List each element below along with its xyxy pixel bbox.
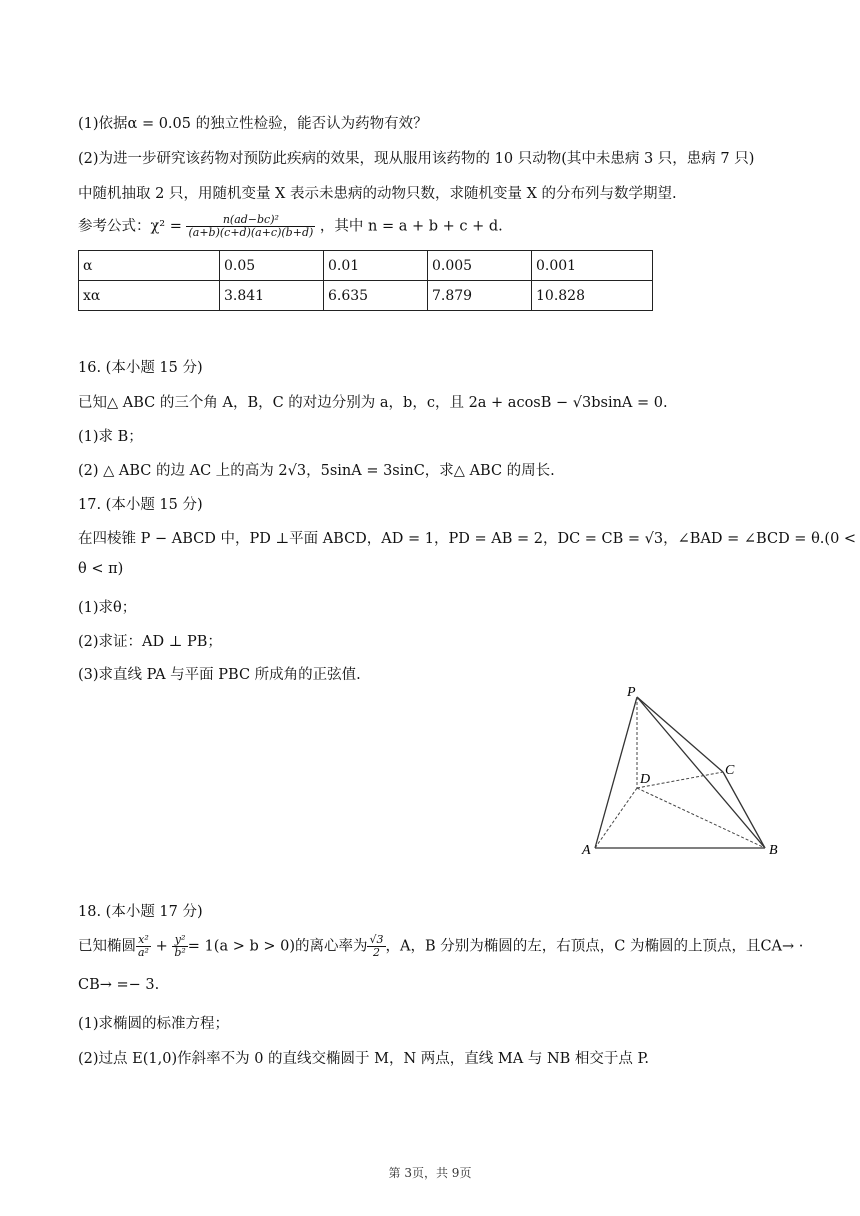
x-term-numerator: x² [136, 934, 151, 947]
table-cell: 3.841 [220, 281, 324, 311]
q18-part2: (2)过点 E(1,0)作斜率不为 0 的直线交椭圆于 M，N 两点，直线 MA 与 NB 相交于点 P. [78, 1051, 649, 1067]
q16-stem: 已知△ ABC 的三个角 A，B，C 的对边分别为 a，b，c，且 2a + acosB − √3bsinA = 0. [78, 395, 668, 411]
vertex-label-A: A [582, 843, 591, 858]
table-cell: xα [79, 281, 220, 311]
q17-header: 17. (本小题 15 分) [78, 497, 203, 513]
chi-square-denominator: (a+b)(c+d)(a+c)(b+d) [188, 226, 314, 239]
x-term-denominator: a² [138, 946, 149, 959]
table-row [79, 251, 653, 281]
q18-stem-line2: CB→ =− 3. [78, 977, 160, 993]
q17-stem-line1: 在四棱锥 P − ABCD 中，PD ⊥平面 ABCD，AD = 1，PD = AB = 2，DC = CB = √3，∠BAD = ∠BCD = θ.(0 < [78, 531, 857, 547]
table-cell: 0.001 [532, 251, 653, 281]
eccentricity-denominator: 2 [372, 946, 380, 959]
q18-stem-part2: = 1(a > b > 0)的离心率为 [187, 938, 368, 955]
table-row [79, 281, 653, 311]
edge-PB [637, 697, 765, 848]
q18-stem-part3: ，A，B 分别为椭圆的左，右顶点，C 为椭圆的上顶点，且CA→ · [385, 938, 804, 955]
vertex-label-P: P [627, 685, 636, 700]
vertex-label-B: B [769, 843, 778, 858]
q18-stem-line1: 已知椭圆 $\frac{\text{x²}}{\text{a²}}$ + $\frac{\text{y²}}{\text{b²}}$ = 1(a > b > 0)的离心率为 $\frac{√3}{2}$ ，A，B 分别为椭圆的左，右顶点，C 为椭圆的上顶点，且CA→ · [78, 933, 804, 959]
pyramid-figure [575, 680, 790, 860]
table-cell: 7.879 [428, 281, 532, 311]
q18-part1: (1)求椭圆的标准方程； [78, 1016, 230, 1032]
edge-CB [723, 772, 765, 848]
vertex-label-D: D [640, 772, 651, 787]
edge-DA-hidden [595, 788, 637, 848]
chi-square-numerator: n(ad−bc)² [186, 214, 315, 227]
q16-part2: (2) △ ABC 的边 AC 上的高为 2√3，5sinA = 3sinC，求△ ABC 的周长. [78, 463, 555, 479]
ellipse-x-term [136, 934, 151, 959]
formula-suffix: ，其中 n = a + b + c + d. [319, 218, 503, 235]
critical-value-table [78, 250, 653, 311]
edge-PC [637, 697, 723, 772]
table-cell: α [79, 251, 220, 281]
eccentricity-fraction [367, 934, 385, 959]
table-cell: 6.635 [324, 281, 428, 311]
table-cell: 0.01 [324, 251, 428, 281]
q17-part3: (3)求直线 PA 与平面 PBC 所成角的正弦值. [78, 667, 361, 683]
table-cell: 0.05 [220, 251, 324, 281]
y-term-numerator: y² [172, 934, 187, 947]
eccentricity-numerator: √3 [369, 933, 384, 946]
q18-stem-part1: 已知椭圆 [78, 938, 136, 955]
vertex-label-C: C [725, 763, 735, 778]
ellipse-y-term [172, 934, 187, 959]
q15-part2-line1: (2)为进一步研究该药物对预防此疾病的效果，现从服用该药物的 10 只动物(其中未患病 3 只，患病 7 只) [78, 151, 755, 167]
y-term-denominator: b² [174, 946, 186, 959]
q18-header: 18. (本小题 17 分) [78, 904, 203, 920]
q16-part1: (1)求 B； [78, 429, 143, 445]
q17-stem-line2: θ < π) [78, 561, 124, 577]
table-cell: 10.828 [532, 281, 653, 311]
edge-DB-hidden [637, 788, 765, 848]
table-cell: 0.005 [428, 251, 532, 281]
chi-square-fraction [186, 214, 315, 239]
q17-part1: (1)求θ； [78, 600, 137, 616]
formula-prefix: 参考公式：χ² = [78, 218, 182, 235]
q16-header: 16. (本小题 15 分) [78, 360, 203, 376]
q17-part2: (2)求证：AD ⊥ PB； [78, 634, 222, 650]
page-footer: 第 3页，共 9页 [388, 1166, 472, 1180]
q15-part1: (1)依据α = 0.05 的独立性检验，能否认为药物有效？ [78, 116, 428, 132]
edge-PA [595, 697, 637, 848]
reference-formula [78, 214, 503, 239]
q15-part2-line2: 中随机抽取 2 只，用随机变量 X 表示未患病的动物只数，求随机变量 X 的分布列与数学期望. [78, 186, 677, 202]
